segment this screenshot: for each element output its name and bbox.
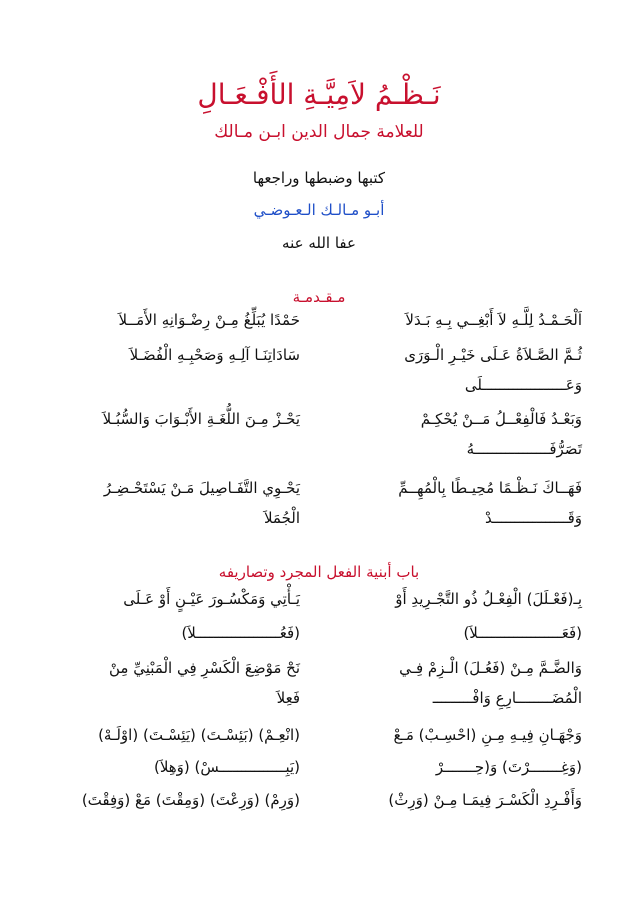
verse-first-hemistich: اَلْحَـمْـدُ لِلَّـهِ لاَ أَبْغِــي بِـهِ بَـدَلاَ [405, 311, 582, 329]
verse-first-hemistich: فَهَــاكَ نَـظْـمًا مُحِيـطًا بِالْمُهِــمِّ [398, 479, 582, 497]
verse-first-hemistich: ثُـمَّ الصَّـلاَةُ عَـلَى خَيْـرِ الْـوَرَى [404, 346, 582, 364]
verse-first-hemistich: (وَغِـــــــرْتَ) وَ(حِـــــــرْ [435, 758, 582, 776]
section-heading-intro: مـقـدمـة [292, 288, 346, 306]
verse-row [0, 590, 638, 620]
verse-second-hemistich: يَحْـوِي التَّفَـاصِيلَ مَـنْ يَسْتَحْـضِـرُ [103, 479, 300, 497]
verse-row [0, 791, 638, 821]
verse-row [0, 689, 638, 719]
verse-row [0, 410, 638, 440]
editor-prayer: عفا الله عنه [282, 234, 356, 252]
verse-first-hemistich: بِـ(فَعْـلَلَ) الْفِعْـلُ ذُو التَّجْـرِيدِ أَوْ [395, 590, 582, 608]
verse-row [0, 509, 638, 539]
verse-first-hemistich: الْمُضَــــــــارِعِ وَافْـــــــــ [432, 689, 582, 707]
editor-credit: كتبها وضبطها وراجعها [252, 169, 386, 187]
verse-first-hemistich: وَأَفْـرِدِ الْكَسْـرَ فِيمَـا مِـنْ (وَرِثْ) [388, 791, 582, 809]
verse-row [0, 758, 638, 788]
verse-second-hemistich: يَحْـزْ مِـنَ اللُّغَـةِ الأَبْـوَابَ وَالسُّبُـلاَ [102, 410, 300, 428]
verse-second-hemistich: (انْعِـمْ) (بَئِسْـتَ) (يَئِسْـتَ) (اوْلَـهْ) [98, 726, 300, 744]
verse-first-hemistich: (فَعَـــــــــــــــــــلاَ) [463, 624, 582, 642]
verse-row [0, 376, 638, 406]
verse-row [0, 440, 638, 470]
verse-row [0, 726, 638, 756]
verse-second-hemistich: فَعِلاَ [276, 689, 300, 707]
verse-first-hemistich: وَعَـــــــــــــــــــلَى [464, 376, 582, 394]
verse-second-hemistich: (وَرِمْ) (وَرِعْتَ) (وَمِقْتَ) مَعْ (وَفِقْتَ) [81, 791, 300, 809]
verse-second-hemistich: يَـأْتِي وَمَكْسُـورَ عَيْـنٍ أَوْ عَـلَى [123, 590, 300, 608]
verse-second-hemistich: سَادَاتِنَـا آلِـهِ وَصَحْبِـهِ الْفُضَـلاَ [129, 346, 300, 364]
verse-second-hemistich: نَحْ مَوْضِعَ الْكَسْرِ فِي الْمَبْنِيِّ مِنْ [109, 659, 300, 677]
verse-row [0, 659, 638, 689]
verse-first-hemistich: تَصَرُّفَـــــــــــــــــهُ [466, 440, 582, 458]
verse-first-hemistich: وَقَـــــــــــــــــدْ [485, 509, 582, 527]
section-heading-chapter: باب أبنية الفعل المجرد وتصاريفه [218, 563, 420, 581]
editor-name: أبـو مـالـك الـعـوضـي [253, 201, 385, 219]
poem-title: نَـظْـمُ لاَمِيَّـةِ الأَفْـعَـالِ [197, 78, 441, 111]
verse-first-hemistich: وَبَعْـدُ فَالْفِعْــلُ مَــنْ يُحْكِـمْ [420, 410, 582, 428]
verse-second-hemistich: (يَبِـــــــــــــــسْ) (وَهِلاَ) [153, 758, 300, 776]
poem-subtitle: للعلامة جمال الدين ابـن مـالك [214, 122, 424, 142]
verse-row [0, 346, 638, 376]
verse-second-hemistich: حَمْدًا يُبَلِّغُ مِـنْ رِضْـوَانِهِ الأَمَــلاَ [118, 311, 300, 329]
verse-second-hemistich: (فَعُـــــــــــــــــــلاَ) [181, 624, 300, 642]
verse-first-hemistich: وَجْهَـانِ فِيـهِ مِـنِ (احْسِـبْ) مَـعْ [393, 726, 582, 744]
verse-second-hemistich: الْجُمَلاَ [263, 509, 300, 527]
verse-row [0, 479, 638, 509]
verse-row [0, 311, 638, 341]
verse-row [0, 624, 638, 654]
verse-first-hemistich: وَالضَّـمَّ مِـنْ (فَعُـلَ) الْـزِمْ فِـي [399, 659, 582, 677]
